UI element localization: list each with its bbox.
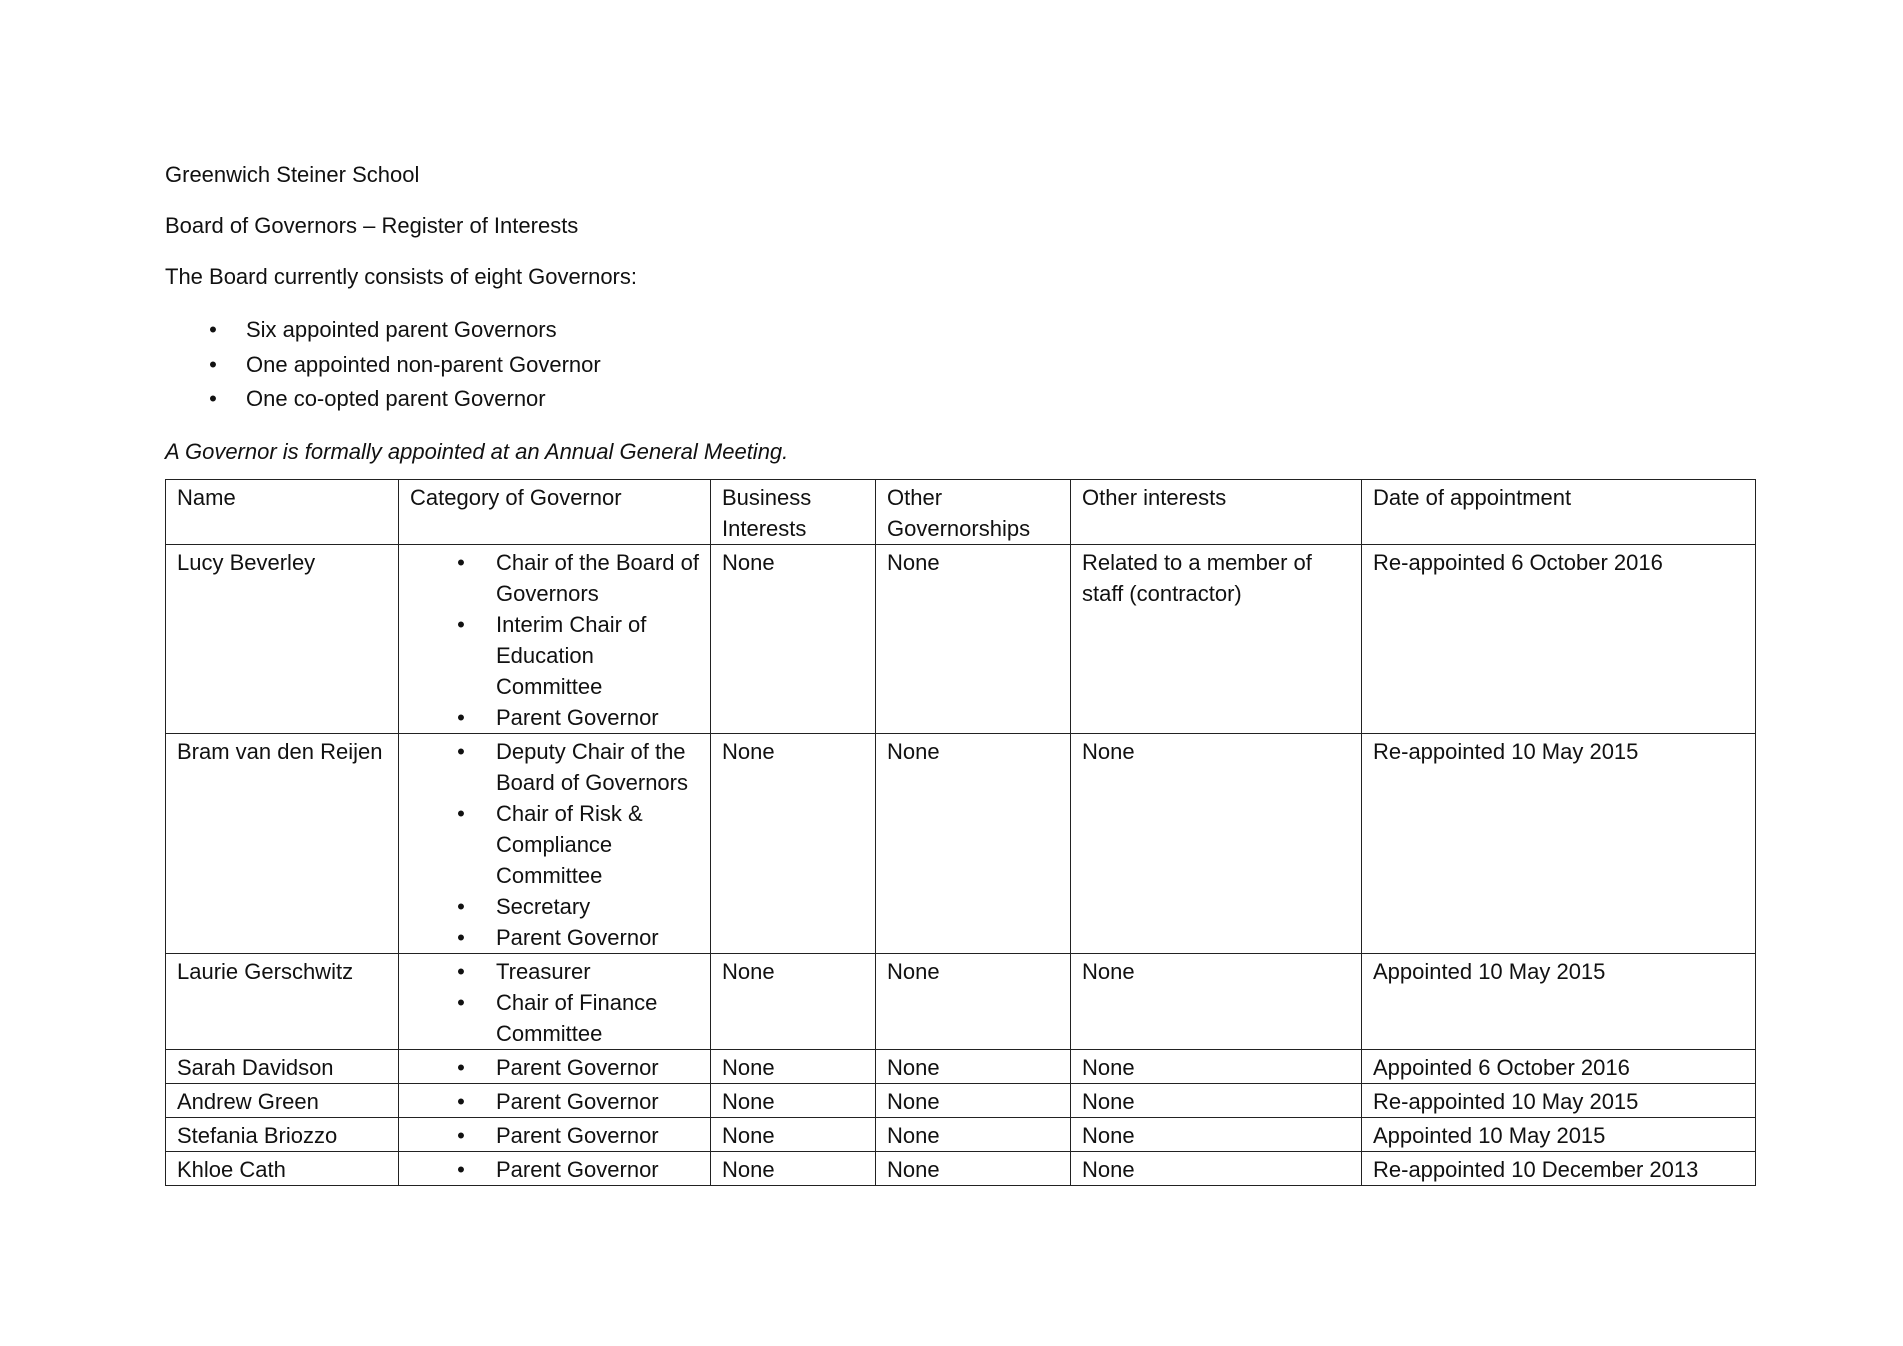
composition-item-text: One co-opted parent Governor	[246, 386, 546, 411]
table-header-row	[166, 479, 1756, 544]
other-interests: Related to a member of staff (contractor)	[1071, 544, 1362, 733]
governor-category	[399, 1049, 711, 1083]
category-item-text: Chair of Risk & Compliance Committee	[496, 800, 643, 888]
table-row	[166, 1151, 1756, 1185]
other-interests: None	[1071, 1049, 1362, 1083]
column-header-category: Category of Governor	[399, 479, 711, 544]
other-governorships: None	[876, 953, 1071, 1049]
category-item-text: Chair of Finance Committee	[496, 989, 658, 1046]
other-governorships: None	[876, 544, 1071, 733]
column-header-business: Business Interests	[711, 479, 876, 544]
other-governorships: None	[876, 1049, 1071, 1083]
column-header-date: Date of appointment	[1362, 479, 1756, 544]
composition-item	[165, 313, 1755, 348]
bullet-icon: •	[457, 704, 465, 730]
other-interests: None	[1071, 1151, 1362, 1185]
business-interests: None	[711, 1083, 876, 1117]
column-header-name: Name	[166, 479, 399, 544]
intro-text: The Board currently consists of eight Governors:	[165, 264, 637, 289]
governor-name: Bram van den Reijen	[166, 733, 399, 953]
document-page	[165, 160, 1755, 1186]
category-list	[410, 1086, 700, 1117]
category-list	[410, 1052, 700, 1083]
category-list	[410, 1120, 700, 1151]
governor-name: Andrew Green	[166, 1083, 399, 1117]
category-item-text: Parent Governor	[496, 1122, 659, 1148]
category-list	[410, 547, 700, 733]
composition-item-text: One appointed non-parent Governor	[246, 351, 601, 377]
category-item-text: Treasurer	[496, 958, 591, 984]
governor-category	[399, 733, 711, 953]
business-interests: None	[711, 1117, 876, 1151]
bullet-icon: •	[457, 989, 465, 1015]
bullet-icon: •	[457, 924, 465, 950]
table-row	[166, 544, 1756, 733]
composition-list	[165, 313, 1755, 417]
other-interests: None	[1071, 733, 1362, 953]
bullet-icon: •	[457, 1122, 465, 1148]
other-governorships: None	[876, 1083, 1071, 1117]
register-table	[165, 479, 1756, 1186]
governor-name: Khloe Cath	[166, 1151, 399, 1185]
appointment-date: Re-appointed 10 May 2015	[1362, 733, 1756, 953]
bullet-icon: •	[457, 1156, 465, 1182]
composition-item-text: Six appointed parent Governors	[246, 317, 557, 342]
category-list	[410, 736, 700, 953]
category-item	[410, 1120, 700, 1151]
bullet-icon: •	[457, 549, 465, 575]
table-row	[166, 733, 1756, 953]
register-title: Board of Governors – Register of Interests	[165, 213, 579, 238]
bullet-icon: •	[209, 351, 217, 377]
composition-item	[165, 348, 1755, 383]
other-governorships: None	[876, 1117, 1071, 1151]
governor-category	[399, 544, 711, 733]
table-row	[166, 1049, 1756, 1083]
category-item	[410, 987, 700, 1049]
category-item-text: Interim Chair of Education Committee	[496, 611, 647, 699]
category-item	[410, 956, 700, 987]
bullet-icon: •	[209, 386, 217, 411]
bullet-icon: •	[457, 893, 465, 919]
category-list	[410, 1154, 700, 1185]
governor-name: Lucy Beverley	[166, 544, 399, 733]
category-item-text: Parent Governor	[496, 704, 659, 730]
category-item	[410, 922, 700, 953]
composition-item	[165, 382, 1755, 417]
column-header-other-interests: Other interests	[1071, 479, 1362, 544]
governor-category	[399, 1151, 711, 1185]
bullet-icon: •	[457, 1054, 465, 1080]
category-item-text: Parent Governor	[496, 924, 659, 950]
governor-name: Sarah Davidson	[166, 1049, 399, 1083]
other-interests: None	[1071, 953, 1362, 1049]
category-item-text: Parent Governor	[496, 1088, 659, 1114]
business-interests: None	[711, 1151, 876, 1185]
category-item	[410, 891, 700, 922]
table-row	[166, 953, 1756, 1049]
bullet-icon: •	[457, 1088, 465, 1114]
bullet-icon: •	[209, 317, 217, 342]
table-row	[166, 1083, 1756, 1117]
category-item-text: Parent Governor	[496, 1156, 659, 1182]
category-item	[410, 736, 700, 798]
governor-category	[399, 1083, 711, 1117]
governor-category	[399, 953, 711, 1049]
appointment-date: Re-appointed 10 May 2015	[1362, 1083, 1756, 1117]
category-item	[410, 1052, 700, 1083]
other-governorships: None	[876, 1151, 1071, 1185]
category-item	[410, 702, 700, 733]
category-item-text: Secretary	[496, 893, 591, 919]
bullet-icon: •	[457, 800, 465, 826]
school-name: Greenwich Steiner School	[165, 162, 420, 187]
governor-name: Laurie Gerschwitz	[166, 953, 399, 1049]
category-item	[410, 1154, 700, 1185]
column-header-governorships: Other Governorships	[876, 479, 1071, 544]
business-interests: None	[711, 953, 876, 1049]
category-item-text: Deputy Chair of the Board of Governors	[496, 738, 688, 795]
appointment-date: Re-appointed 10 December 2013	[1362, 1151, 1756, 1185]
appointment-date: Re-appointed 6 October 2016	[1362, 544, 1756, 733]
appointment-date: Appointed 10 May 2015	[1362, 953, 1756, 1049]
bullet-icon: •	[457, 611, 465, 637]
appointment-date: Appointed 6 October 2016	[1362, 1049, 1756, 1083]
other-interests: None	[1071, 1083, 1362, 1117]
category-item-text: Parent Governor	[496, 1054, 659, 1080]
category-item-text: Chair of the Board of Governors	[496, 549, 700, 606]
other-interests: None	[1071, 1117, 1362, 1151]
business-interests: None	[711, 733, 876, 953]
appointment-note: A Governor is formally appointed at an Annual General Meeting.	[165, 438, 789, 464]
business-interests: None	[711, 544, 876, 733]
table-row	[166, 1117, 1756, 1151]
business-interests: None	[711, 1049, 876, 1083]
bullet-icon: •	[457, 738, 465, 764]
category-list	[410, 956, 700, 1049]
governor-name: Stefania Briozzo	[166, 1117, 399, 1151]
governor-category	[399, 1117, 711, 1151]
other-governorships: None	[876, 733, 1071, 953]
bullet-icon: •	[457, 958, 465, 984]
appointment-date: Appointed 10 May 2015	[1362, 1117, 1756, 1151]
category-item	[410, 547, 700, 609]
category-item	[410, 609, 700, 702]
category-item	[410, 1086, 700, 1117]
category-item	[410, 798, 700, 891]
